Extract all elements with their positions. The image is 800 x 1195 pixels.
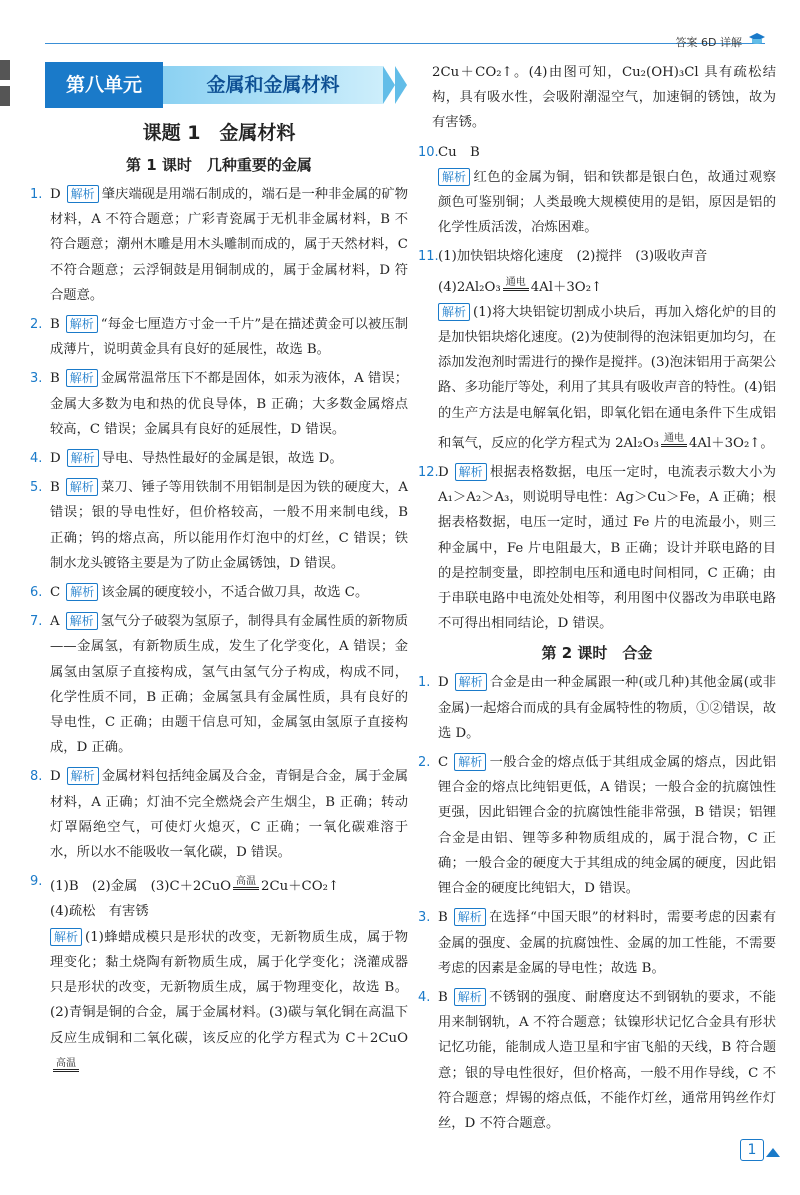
item-answer: B bbox=[438, 989, 448, 1005]
answer-item bbox=[418, 750, 776, 901]
answer-item bbox=[30, 609, 408, 760]
analysis-tag: 解析 bbox=[66, 583, 98, 601]
item-explanation: (1)蜂蜡成模只是形状的改变，无新物质生成，属于物理变化；黏土烧陶有新物质生成，属于化学变化；浇灌成器只是形状的改变，无新物质生成，属于物理变化，故选 B。(2)青铜是铜的合金，属于金属材料。(3)碳与氧化铜在高温下反应生成铜和二氧化碳，该反应的化学方程式为 C＋2CuO bbox=[50, 929, 408, 1046]
item-number: 10. bbox=[418, 144, 439, 160]
item-number: 6. bbox=[30, 585, 43, 601]
item-answer: B bbox=[438, 910, 448, 926]
item-answer: (4)疏松 有害锈 bbox=[50, 904, 149, 920]
home-icon bbox=[766, 1148, 780, 1157]
analysis-tag: 解析 bbox=[438, 168, 470, 186]
answer-item-9 bbox=[30, 869, 408, 1081]
answer-item bbox=[30, 366, 408, 442]
item-explanation: 在选择“中国天眼”的材料时，需要考虑的因素有金属的强度、金属的抗腐蚀性、金属的加工性能，不需要考虑的因素是金属的导电性；故选 B。 bbox=[438, 910, 776, 976]
analysis-tag: 解析 bbox=[67, 767, 99, 785]
analysis-tag: 解析 bbox=[67, 185, 99, 203]
analysis-tag: 解析 bbox=[455, 463, 487, 481]
item-answer bbox=[438, 270, 776, 300]
item-number: 1. bbox=[30, 187, 43, 202]
header-brand: 答案 6D 详解 bbox=[675, 36, 742, 49]
item-explanation: “每金七厘造方寸金一千片”是在描述黄金可以被压制成薄片，说明黄金具有良好的延展性，故选 B。 bbox=[50, 317, 408, 358]
item-explanation-end: 4Al＋3O₂↑。 bbox=[688, 435, 774, 451]
analysis-tag: 解析 bbox=[66, 612, 98, 630]
item-explanation: 根据表格数据，电压一定时，电流表示数大小为 A₁＞A₂＞A₃，则说明导电性：Ag＞Cu＞Fe，A 正确；根据表格数据，电压一定时，通过 Fe 片的电流最小，则三种金属中，Fe 片电阻最大，B 正确；设计并联电路的目的是控制变量，即控制电压和通电时间相同，C 正确；由于串联电路中电流处处相等，利用图中仪器改为串联电路不可得出相同结论，D 错误。 bbox=[438, 465, 776, 632]
item-number: 8. bbox=[30, 769, 43, 785]
continued-text: 2Cu＋CO₂↑。(4)由图可知，Cu₂(OH)₃Cl 具有疏松结构，具有吸水性，会吸附潮湿空气，加速铜的锈蚀，故为有害锈。 bbox=[432, 65, 776, 131]
item-answer: D bbox=[50, 451, 61, 467]
unit-label: 第八单元 bbox=[45, 62, 163, 108]
item-number: 11. bbox=[418, 249, 439, 265]
item-answer: C bbox=[438, 755, 449, 771]
item-number: 2. bbox=[418, 755, 431, 771]
topic-title: 课题 1 金属材料 bbox=[142, 122, 296, 144]
answer-item-12 bbox=[418, 460, 776, 636]
analysis-tag: 解析 bbox=[454, 753, 486, 771]
left-column bbox=[30, 118, 408, 1085]
item-answer: B bbox=[50, 480, 60, 496]
answer-item-10 bbox=[418, 140, 776, 241]
item-number: 4. bbox=[30, 451, 43, 467]
reaction-condition: 高温 bbox=[233, 876, 259, 890]
answer-item bbox=[30, 446, 408, 471]
analysis-tag: 解析 bbox=[66, 315, 98, 333]
item-number: 3. bbox=[418, 910, 431, 926]
header-rule bbox=[45, 43, 765, 44]
answer-item bbox=[30, 312, 408, 362]
item-explanation: 红色的金属为铜，铝和铁都是银白色，故通过观察颜色可鉴别铜；人类最晚大规模使用的是铝，原因是铝的化学性质活泼，冶炼困难。 bbox=[438, 169, 776, 236]
item-answer: C bbox=[50, 585, 61, 601]
answer-item bbox=[30, 580, 408, 605]
item-number: 2. bbox=[30, 317, 43, 333]
chevron-right-icon bbox=[395, 66, 407, 104]
reaction-condition: 通电 bbox=[661, 433, 687, 447]
right-column bbox=[418, 60, 776, 1140]
answer-part: (4)2Al₂O₃ bbox=[438, 279, 501, 295]
item-number: 4. bbox=[418, 989, 431, 1005]
analysis-tag: 解析 bbox=[50, 928, 82, 946]
item-explanation: 菜刀、锤子等用铁制不用铝制是因为铁的硬度大，A 错误；银的导电性好，但价格较高，一般不用来制电线，B 正确；钨的熔点高，所以能用作灯泡中的灯丝，C 错误；铁制水龙头镀铬主要是为了防止金属锈蚀，D 错误。 bbox=[50, 480, 408, 571]
item-answer: D bbox=[50, 187, 61, 202]
side-bookmark-mark bbox=[0, 60, 10, 108]
lesson-title: 第 2 课时 合金 bbox=[541, 644, 653, 663]
item-number: 1. bbox=[418, 675, 431, 691]
lesson-title: 第 1 课时 几种重要的金属 bbox=[126, 156, 312, 174]
item-explanation: (1)将大块铝锭切割成小块后，再加入熔化炉的目的是加快铝块熔化速度。(2)为使制得的泡沫铝更加均匀，在添加发泡剂时需进行的操作是搅拌。(3)泡沫铝用于高架公路、多功能厅等处，利用了其具有吸收声音的特性。(4)铝的生产方法是电解氧化铝，即氧化铝在通电条件下生成铝和氧气，反应的化学方程式为 2Al₂O₃ bbox=[438, 304, 776, 451]
analysis-tag: 解析 bbox=[66, 478, 98, 496]
answer-item bbox=[30, 182, 408, 308]
item-explanation: 合金是由一种金属跟一种(或几种)其他金属(或非金属)一起熔合而成的具有金属特性的物质，①②错误，故选 D。 bbox=[438, 675, 776, 741]
answer-part: (1)B (2)金属 (3)C＋2CuO bbox=[50, 879, 232, 895]
unit-title: 金属和金属材料 bbox=[163, 66, 383, 104]
answer-item bbox=[418, 905, 776, 981]
answer-item bbox=[418, 985, 776, 1136]
item-explanation: 金属材料包括纯金属及合金，青铜是合金，属于金属材料，A 正确；灯油不完全燃烧会产生烟尘，B 正确；转动灯罩隔绝空气，可使灯火熄灭，C 正确；一氧化碳难溶于水，所以水不能吸收一氧化碳，D 错误。 bbox=[50, 769, 408, 861]
chevron-right-icon bbox=[383, 66, 395, 104]
page-number: 1 bbox=[740, 1139, 764, 1161]
item-answer: D bbox=[438, 675, 449, 691]
analysis-tag: 解析 bbox=[67, 449, 99, 467]
reaction-condition: 通电 bbox=[503, 277, 529, 291]
answer-item bbox=[30, 475, 408, 576]
item-answer: (1)加快铝块熔化速度 (2)搅拌 (3)吸收声音 bbox=[438, 249, 708, 265]
item-answer: B bbox=[50, 317, 60, 333]
answer-item bbox=[418, 670, 776, 746]
item-explanation: 肇庆端砚是用端石制成的，端石是一种非金属的矿物材料，A 不符合题意；广彩青瓷属于无机非金属材料，B 不符合题意；潮州木雕是用木头雕制而成的，属于天然材料，C 不符合题意；云浮铜鼓是用铜制成的，属于金属材料，D 符合题意。 bbox=[50, 187, 408, 303]
answer-part: 2Cu＋CO₂↑ bbox=[261, 879, 340, 895]
reaction-condition: 高温 bbox=[53, 1058, 79, 1072]
item-explanation: 该金属的硬度较小，不适合做刀具，故选 C。 bbox=[101, 585, 369, 601]
item-explanation: 不锈钢的强度、耐磨度达不到钢轨的要求，不能用来制钢轨，A 不符合题意；钛镍形状记忆合金具有形状记忆功能，能制成人造卫星和宇宙飞船的天线，B 符合题意；银的导电性很好，但价格高，一般不用作导线，C 不符合题意；焊锡的熔点低，不能作灯丝，通常用钨丝作灯丝，D 不符合题意。 bbox=[438, 989, 776, 1131]
item-explanation: 氢气分子破裂为氢原子，制得具有金属性质的新物质——金属氢，有新物质生成，发生了化学变化，A 错误；金属氢由氢原子直接构成，氢气由氢气分子构成，构成不同，化学性质不同，B 正确；金属氢具有金属性质，具有良好的导电性，C 正确；由题干信息可知，金属氢由氢原子直接构成，D 正确。 bbox=[50, 614, 408, 756]
item-answer: D bbox=[438, 465, 449, 481]
analysis-tag: 解析 bbox=[454, 908, 486, 926]
analysis-tag: 解析 bbox=[454, 988, 486, 1006]
graduation-cap-icon bbox=[748, 32, 766, 46]
answer-part: 4Al＋3O₂↑ bbox=[530, 279, 603, 295]
answer-item-11 bbox=[418, 244, 776, 456]
item-answer: A bbox=[50, 614, 60, 630]
item-explanation: 导电、导热性最好的金属是银，故选 D。 bbox=[101, 451, 343, 467]
item-number: 9. bbox=[30, 874, 43, 890]
analysis-tag: 解析 bbox=[66, 369, 98, 387]
item-number: 7. bbox=[30, 614, 43, 630]
answer-item bbox=[30, 764, 408, 865]
item-explanation: 一般合金的熔点低于其组成金属的熔点，因此铝锂合金的熔点比纯铝更低，A 错误；一般合金的抗腐蚀性更强，因此铝锂合金的抗腐蚀性能非常强，B 错误；铝锂合金是由铝、锂等多种物质组成的，属于混合物，C 正确；一般合金的硬度大于其组成的纯金属的硬度，因此铝锂合金的硬度比纯铝大，D 错误。 bbox=[438, 755, 776, 897]
analysis-tag: 解析 bbox=[438, 303, 470, 321]
item-answer: B bbox=[50, 371, 60, 387]
item-number: 3. bbox=[30, 371, 43, 387]
item-answer: D bbox=[50, 769, 61, 785]
item-explanation: 金属常温常压下不都是固体，如汞为液体，A 错误；金属大多数为电和热的优良导体，B 正确；大多数金属熔点较高，C 错误；金属具有良好的延展性，D 错误。 bbox=[50, 371, 408, 437]
item-number: 5. bbox=[30, 480, 43, 496]
item-answer: Cu B bbox=[438, 144, 480, 160]
unit-banner bbox=[45, 62, 405, 108]
item-number: 12. bbox=[418, 465, 439, 481]
item-answer bbox=[50, 869, 408, 899]
analysis-tag: 解析 bbox=[455, 673, 487, 691]
